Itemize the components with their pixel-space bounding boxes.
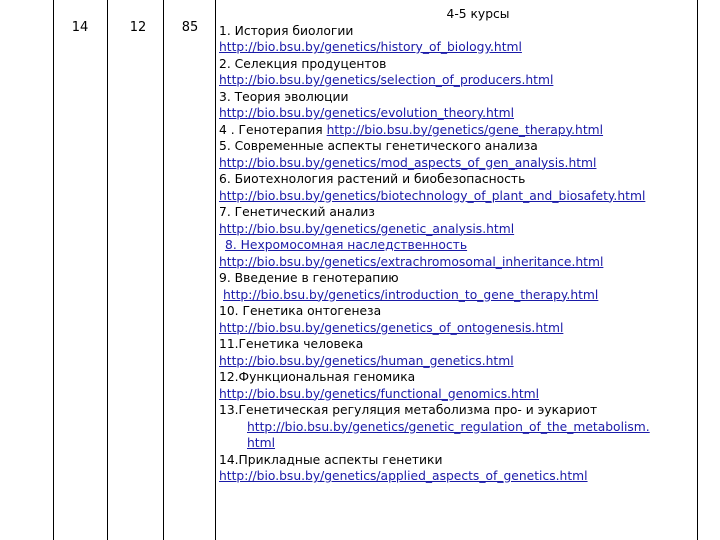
- course-link-4[interactable]: http://bio.bsu.by/genetics/gene_therapy.html: [326, 122, 604, 137]
- course-link-3[interactable]: http://bio.bsu.by/genetics/evolution_theory.html: [219, 106, 515, 120]
- course-link-9[interactable]: http://bio.bsu.by/genetics/introduction_to_gene_therapy.html: [223, 287, 599, 302]
- cell-col3: 85: [181, 20, 199, 35]
- course-title-4: 4 . Генотерапия: [219, 122, 323, 137]
- course-title-7: 7. Генетический анализ: [219, 205, 375, 219]
- course-title-3: 3. Теория эволюции: [219, 89, 349, 104]
- course-link-12[interactable]: http://bio.bsu.by/genetics/functional_genomics.html: [219, 386, 540, 401]
- course-link-13-part1[interactable]: http://bio.bsu.by/genetics/genetic_regulation_of_the_metabolism.: [247, 419, 650, 434]
- course-link-7[interactable]: http://bio.bsu.by/genetics/genetic_analysis.html: [219, 221, 515, 236]
- course-title-8[interactable]: 8. Нехромосомная наследственность: [225, 238, 468, 252]
- course-title-13: 13.Генетическая регуляция метаболизма про- и эукариот: [219, 403, 598, 417]
- course-title-12: 12.Функциональная геномика: [219, 370, 416, 384]
- course-title-5: 5. Современные аспекты генетического анализа: [219, 139, 538, 153]
- table-border-left: [53, 0, 54, 540]
- course-link-11[interactable]: http://bio.bsu.by/genetics/human_genetics.html: [219, 353, 514, 368]
- cell-col2: 12: [129, 20, 147, 35]
- course-list: [219, 6, 697, 485]
- course-link-14[interactable]: http://bio.bsu.by/genetics/applied_aspects_of_genetics.html: [219, 469, 588, 483]
- course-link-8[interactable]: http://bio.bsu.by/genetics/extrachromosomal_inheritance.html: [219, 254, 604, 269]
- course-link-6[interactable]: http://bio.bsu.by/genetics/biotechnology_of_plant_and_biosafety.html: [219, 188, 646, 203]
- course-link-1[interactable]: http://bio.bsu.by/genetics/history_of_biology.html: [219, 40, 522, 54]
- course-title-10: 10. Генетика онтогенеза: [219, 304, 382, 318]
- course-title-1: 1. История биологии: [219, 23, 354, 38]
- course-title-14: 14.Прикладные аспекты генетики: [219, 452, 443, 467]
- course-title-6: 6. Биотехнология растений и биобезопасность: [219, 172, 526, 186]
- course-title-11: 11.Генетика человека: [219, 337, 364, 351]
- table-border-right: [697, 0, 698, 540]
- cell-col1: 14: [71, 20, 89, 35]
- table-divider-3: [215, 0, 216, 540]
- course-link-2[interactable]: http://bio.bsu.by/genetics/selection_of_producers.html: [219, 73, 554, 87]
- course-link-10[interactable]: http://bio.bsu.by/genetics/genetics_of_ontogenesis.html: [219, 320, 564, 335]
- course-title-2: 2. Селекция продуцентов: [219, 56, 387, 71]
- course-title-9: 9. Введение в генотерапию: [219, 271, 399, 285]
- course-link-5[interactable]: http://bio.bsu.by/genetics/mod_aspects_of_gen_analysis.html: [219, 155, 597, 170]
- table-divider-1: [107, 0, 108, 540]
- courses-heading: 4-5 курсы: [446, 7, 510, 21]
- course-link-13-part2[interactable]: html: [247, 436, 276, 450]
- table-divider-2: [163, 0, 164, 540]
